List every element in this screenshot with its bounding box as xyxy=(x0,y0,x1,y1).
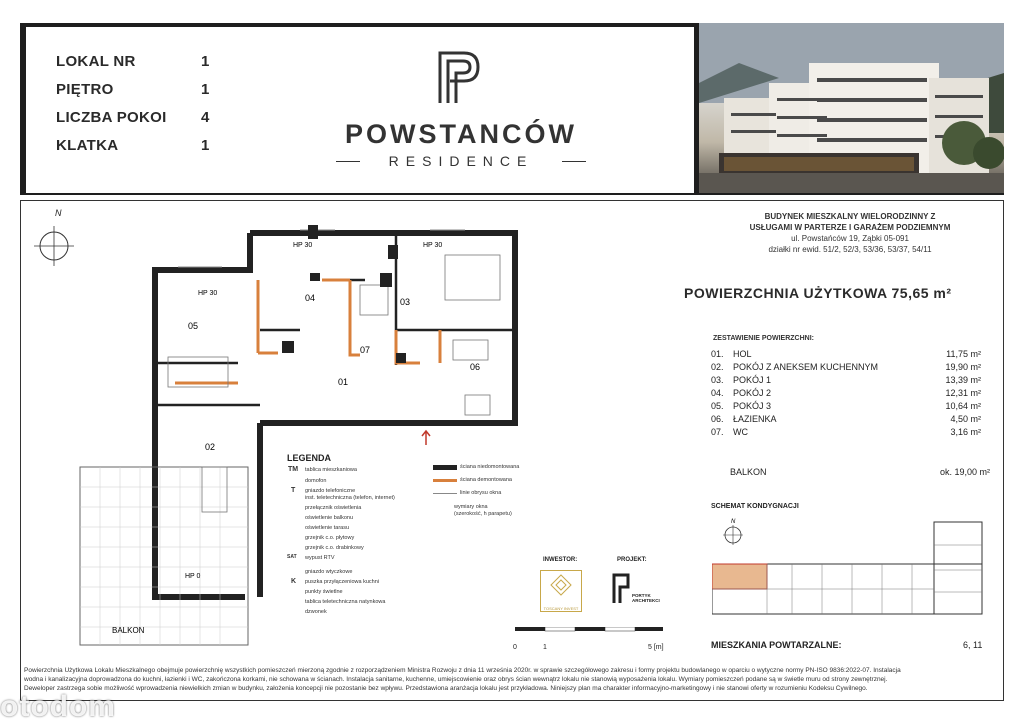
summary-row xyxy=(711,401,991,414)
building-line2: USŁUGAMI W PARTERZE I GARAŻEM PODZIEMNYM xyxy=(749,223,951,232)
legend-item: tablica teletechniczna natynkowa xyxy=(305,599,386,605)
repeat-label: MIESZKANIA POWTARZALNE: xyxy=(711,640,842,650)
summary-name: ŁAZIENKA xyxy=(733,414,777,424)
scale-0: 0 xyxy=(513,644,517,651)
legend-sym-sat: SAT xyxy=(287,554,297,560)
summary-name: POKÓJ 2 xyxy=(733,388,772,398)
room-05-label: 05 xyxy=(188,321,199,331)
summary-num: 03. xyxy=(711,375,724,385)
summary-num: 05. xyxy=(711,401,724,411)
building-line3: ul. Powstańców 19, Ząbki 05-091 xyxy=(791,234,909,243)
summary-row xyxy=(711,388,991,401)
building-info xyxy=(700,211,1000,255)
entrance-arrow-icon xyxy=(422,431,430,445)
summary-num: 06. xyxy=(711,414,724,424)
legend-item: oświetlenie tarasu xyxy=(305,525,350,531)
summary-row xyxy=(711,362,991,375)
footer-line1: Powierzchnia Użytkowa Lokalu Mieszkalnego obejmuje powierzchnię wszystkich pomieszczeń mierzoną zgodnie z rozporządzeniem Ministra Rozwoju z dnia 11 września 2020r. w sprawie szczegółowego zakresu i formy projektu budowlanego w oparciu o wytyczne normy PN-ISO 9836:2022-07. Instalacja xyxy=(24,667,901,674)
legend-item: wypust RTV xyxy=(305,555,335,561)
room-07-label: 07 xyxy=(360,345,371,355)
legend-item: gniazdo telefoniczne xyxy=(305,488,356,494)
hp30-room05: HP 30 xyxy=(198,290,218,297)
summary-num: 07. xyxy=(711,427,724,437)
investor-label: INWESTOR: xyxy=(543,557,578,563)
scale-bar xyxy=(515,627,665,635)
watermark: otodom xyxy=(0,690,116,723)
summary-val: 4,50 m² xyxy=(950,414,981,424)
building-render-image xyxy=(699,23,1004,193)
summary-row xyxy=(711,427,991,440)
summary-num: 02. xyxy=(711,362,724,372)
wall-legend-dims: wymiary okna xyxy=(454,504,488,510)
legend-item: gniazdo wtyczkowe xyxy=(305,569,353,575)
wall-legend-built: ściana niedomontowana xyxy=(460,464,520,470)
investor-name: TOSCANY INVEST xyxy=(543,606,579,611)
brand-sub: RESIDENCE xyxy=(388,153,534,169)
lokal-value: 1 xyxy=(201,53,210,70)
summary-row xyxy=(711,375,991,388)
wall-legend-demolished: ściana demontowana xyxy=(460,477,512,483)
summary-num: 01. xyxy=(711,349,724,359)
repeat-value: 6, 11 xyxy=(963,640,983,650)
pokoje-label: LICZBA POKOI xyxy=(56,109,167,126)
brand-name: POWSTANCÓW xyxy=(345,119,577,149)
building-line4: działki nr ewid. 51/2, 52/3, 53/36, 53/37, 54/11 xyxy=(768,245,932,254)
legend-item: punkty świetlne xyxy=(305,589,343,595)
room-06-label: 06 xyxy=(470,362,481,372)
pokoje-value: 4 xyxy=(201,109,210,126)
brand-logo xyxy=(316,49,606,199)
summary-val: 12,31 m² xyxy=(945,388,981,398)
scale-1: 1 xyxy=(543,644,547,651)
summary-header: ZESTAWIENIE POWIERZCHNI: xyxy=(713,335,814,342)
unit-info-panel xyxy=(26,27,694,193)
klatka-label: KLATKA xyxy=(56,137,119,154)
legend-item: dzwonek xyxy=(305,609,327,615)
hp30-room04: HP 30 xyxy=(293,242,313,249)
wall-legend-dims-note: (szerokość, h parapetu) xyxy=(454,511,512,517)
summary-val: 11,75 m² xyxy=(946,349,981,359)
room-02-label: 02 xyxy=(205,442,216,452)
klatka-value: 1 xyxy=(201,137,210,154)
project-label: PROJEKT: xyxy=(617,557,647,563)
wall-built-swatch xyxy=(433,465,457,470)
legend-sym-tm: TM xyxy=(288,466,299,473)
window-line-swatch xyxy=(433,493,457,494)
pietro-label: PIĘTRO xyxy=(56,81,114,98)
project-logo xyxy=(612,573,662,613)
summary-row xyxy=(711,414,991,427)
legend-item: grzejnik c.o. drabinkowy xyxy=(305,545,364,551)
legend-item: puszka przyłączeniowa kuchni xyxy=(305,579,379,585)
room-01-label: 01 xyxy=(338,377,349,387)
hp0-balcony: HP 0 xyxy=(185,573,201,580)
summary-name: POKÓJ 1 xyxy=(733,375,772,385)
logo-mark-icon xyxy=(434,49,484,105)
wall-demolished-swatch xyxy=(433,479,457,482)
hp30-room03: HP 30 xyxy=(423,242,443,249)
room-04-label: 04 xyxy=(305,293,316,303)
logo-divider-right xyxy=(562,161,586,162)
summary-name: HOL xyxy=(733,349,752,359)
summary-name: POKÓJ Z ANEKSEM KUCHENNYM xyxy=(733,362,879,372)
lokal-label: LOKAL NR xyxy=(56,53,136,70)
north-label: N xyxy=(55,208,62,218)
project-name: PORTYK ARCHITEKCI xyxy=(632,593,660,603)
footer-line3: Deweloper zastrzega sobie możliwość wprowadzenia niewielkich zmian w budynku, założenia koncepcji nie pozostanie bez wpływu. Przedstawiona aranżacja lokalu jest przykładowa. Niniejszy plan ma charakter informacyjno-marketingowy i nie stanowi oferty w rozumieniu Kodeksu Cywilnego. xyxy=(24,685,868,692)
legend-item: grzejnik c.o. płytowy xyxy=(305,535,355,541)
legend-sym-k: K xyxy=(291,578,297,585)
investor-logo xyxy=(540,570,582,612)
scale-5: 5 [m] xyxy=(648,644,664,651)
summary-row xyxy=(711,349,991,362)
legend-item: przełącznik oświetlenia xyxy=(305,505,362,511)
room-03-label: 03 xyxy=(400,297,411,307)
area-title: POWIERZCHNIA UŻYTKOWA 75,65 m² xyxy=(684,285,952,301)
balcony-summary-value: ok. 19,00 m² xyxy=(939,467,990,477)
legend-title: LEGENDA xyxy=(287,453,332,463)
legend-sym-t: T xyxy=(291,487,296,494)
legend-item: tablica mieszkaniowa xyxy=(305,467,357,473)
legend-item: domofon xyxy=(305,478,327,484)
floor-schema xyxy=(712,520,984,620)
pietro-value: 1 xyxy=(201,81,210,98)
legend-item: inst. teletechniczna (telefon, internet) xyxy=(305,495,395,501)
summary-num: 04. xyxy=(711,388,724,398)
schema-title: SCHEMAT KONDYGNACJI xyxy=(711,503,799,510)
balcony-label: BALKON xyxy=(112,626,145,635)
balcony-summary-label: BALKON xyxy=(730,467,767,477)
building-line1: BUDYNEK MIESZKALNY WIELORODZINNY Z xyxy=(764,212,936,221)
summary-name: POKÓJ 3 xyxy=(733,401,772,411)
legend-item: oświetlenie balkonu xyxy=(305,515,354,521)
wall-legend-window: linie obrysu okna xyxy=(460,490,502,496)
summary-val: 13,39 m² xyxy=(945,375,981,385)
summary-val: 10,64 m² xyxy=(945,401,981,411)
footer-disclaimer xyxy=(24,666,1004,693)
balcony-summary-row xyxy=(730,467,990,477)
summary-val: 19,90 m² xyxy=(945,362,981,372)
summary-val: 3,16 m² xyxy=(950,427,981,437)
svg-text:N: N xyxy=(731,519,736,525)
summary-name: WC xyxy=(733,427,748,437)
footer-line2: wodna i kanalizacyjna doprowadzona do kuchni, łazienki i WC, zakończona korkami, nie schowana w ścianach. Instalacja sanitarne, kuchenne, umiejscowienie oraz obrys ścian wewnątrz lokalu nie stanowią wyposażenia lokalu. Wymiary pomieszczeń podane są w świetle muru od strony zewnętrznej. xyxy=(24,676,888,683)
